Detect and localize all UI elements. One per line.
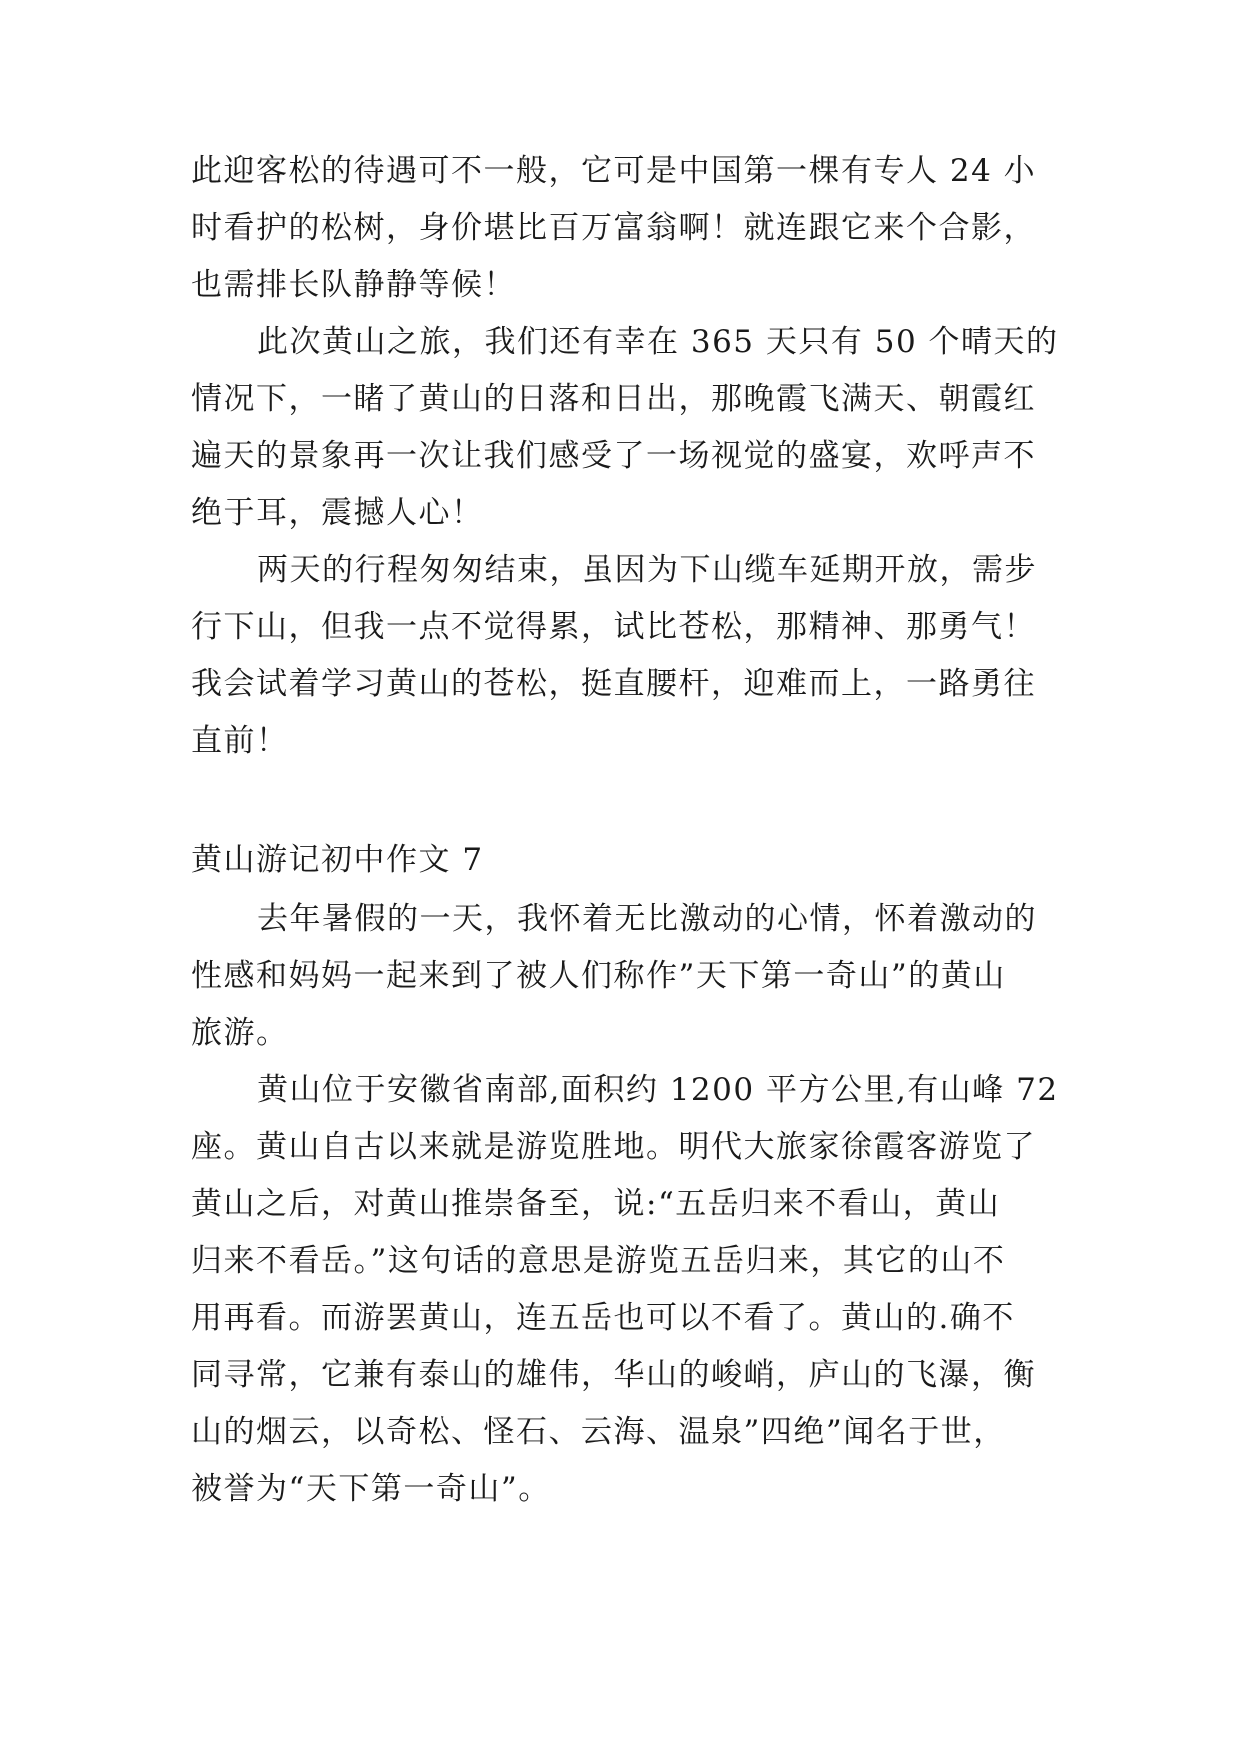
- paragraph-line: 性感和妈妈一起来到了被人们称作”天下第一奇山”的黄山: [191, 958, 1006, 994]
- paragraph-line: 直前！: [191, 723, 289, 759]
- paragraph-line: 遍天的景象再一次让我们感受了一场视觉的盛宴，欢呼声不: [191, 438, 1036, 474]
- paragraph-line: 同寻常，它兼有泰山的雄伟，华山的峻峭，庐山的飞瀑，衡: [191, 1357, 1036, 1393]
- section-title: 黄山游记初中作文 7: [191, 842, 484, 878]
- paragraph-line: 去年暑假的一天，我怀着无比激动的心情，怀着激动的: [257, 901, 1037, 937]
- paragraph-line: 绝于耳，震撼人心！: [191, 495, 484, 531]
- paragraph-line: 座。黄山自古以来就是游览胜地。明代大旅家徐霞客游览了: [191, 1129, 1036, 1165]
- paragraph-line: 此迎客松的待遇可不一般，它可是中国第一棵有专人 24 小: [191, 153, 1037, 189]
- paragraph-line: 行下山，但我一点不觉得累，试比苍松，那精神、那勇气！: [191, 609, 1036, 645]
- paragraph-line: 我会试着学习黄山的苍松，挺直腰杆，迎难而上，一路勇往: [191, 666, 1036, 702]
- paragraph-line: 黄山位于安徽省南部,面积约 1200 平方公里,有山峰 72: [257, 1072, 1059, 1108]
- paragraph-line: 用再看。而游罢黄山，连五岳也可以不看了。黄山的.确不: [191, 1300, 1015, 1336]
- paragraph-line: 黄山之后，对黄山推崇备至，说:“五岳归来不看山，黄山: [191, 1186, 1001, 1222]
- paragraph-line: 归来不看岳。”这句话的意思是游览五岳归来，其它的山不: [191, 1243, 1006, 1279]
- paragraph-line: 也需排长队静静等候！: [191, 267, 516, 303]
- paragraph-line: 两天的行程匆匆结束，虽因为下山缆车延期开放，需步: [257, 552, 1037, 588]
- paragraph-line: 此次黄山之旅，我们还有幸在 365 天只有 50 个晴天的: [257, 324, 1059, 360]
- paragraph-line: 旅游。: [191, 1015, 289, 1051]
- paragraph-line: 山的烟云，以奇松、怪石、云海、温泉”四绝”闻名于世，: [191, 1414, 1006, 1450]
- paragraph-line: 情况下，一睹了黄山的日落和日出，那晚霞飞满天、朝霞红: [191, 381, 1036, 417]
- paragraph-line: 时看护的松树，身价堪比百万富翁啊！就连跟它来个合影，: [191, 210, 1036, 246]
- paragraph-line: 被誉为“天下第一奇山”。: [191, 1471, 551, 1507]
